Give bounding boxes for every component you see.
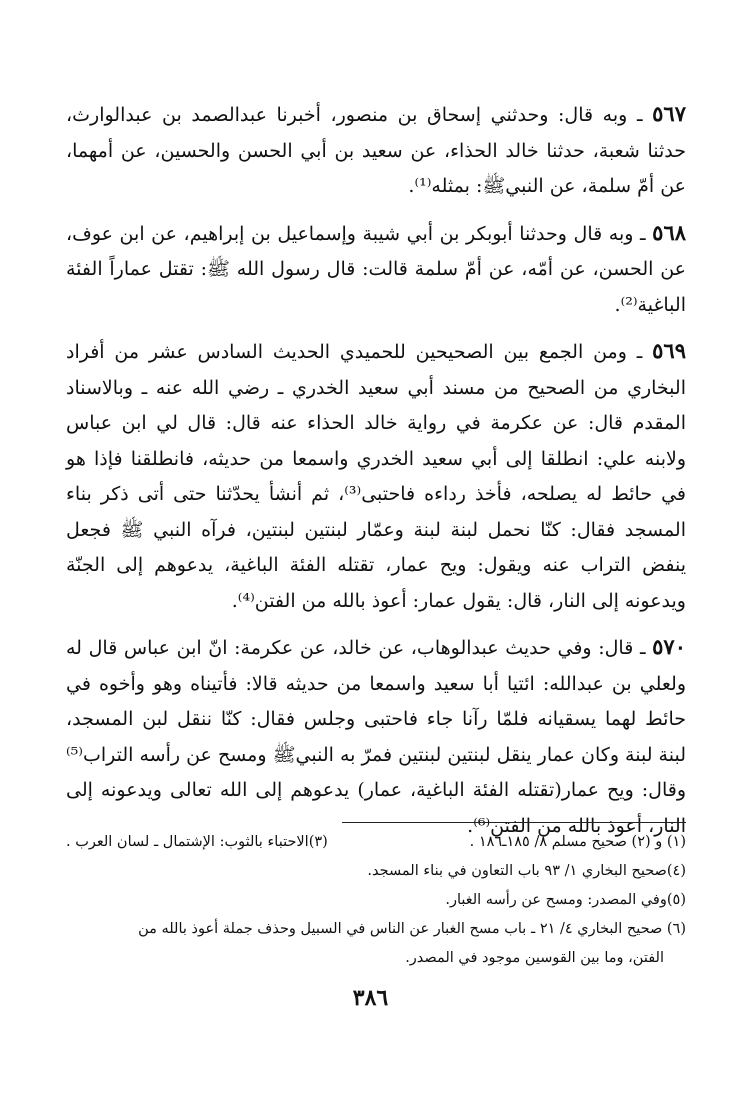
main-text [66,96,686,854]
footnote-6-continued: الفتن، وما بين القوسين موجود في المصدر. [405,950,664,966]
hadith-text: ـ قال: وفي حديث عبدالوهاب، عن خالد، عن عكرمة: انّ ابن عباس قال له ولعلي بن عبدالله: ائتيا أبا سعيد واسمعا من حديثه قالا: فأتيناه وهو وأخوه في حائط لهما يسقيانه فلمّا رآنا جاء فاحتبى وجلس فقال: كنّا ننقل لبن المسجد، لبنة لبنة وكان عمار ينقل لبنتين لبنتين فمرّ به النبيﷺ ومسح عن رأسه التراب⁽⁵⁾ وقال: ويح عمار(تقتله الفئة الباغية، عمار) يدعوهم إلى الله تعالى ويدعونه إلى النار، أعوذ بالله من الفتن⁽⁶⁾. [66,637,686,837]
footnote-6: (٦) صحيح البخاري ٤/ ٢١ ـ باب مسح الغبار عن الناس في السبيل وحذف جملة أعوذ بالله من [138,921,686,937]
hadith-567 [66,96,686,205]
hadith-text: ـ وبه قال وحدثنا أبوبكر بن أبي شيبة وإسماعيل بن إبراهيم، عن ابن عوف، عن الحسن، عن أمّه، عن أمّ سلمة قالت: قال رسول الله ﷺ: تقتل عماراً الفئة الباغية⁽²⁾. [66,222,686,316]
hadith-number: ٥٧٠ [652,634,686,659]
hadith-text: ـ وبه قال: وحدثني إسحاق بن منصور، أخبرنا عبدالصمد بن عبدالوارث، حدثنا شعبة، حدثنا خالد الحذاء، عن سعيد بن أبي الحسن والحسين، عن أمهما، عن أمّ سلمة، عن النبيﷺ: بمثله⁽¹⁾. [66,104,686,197]
hadith-569 [66,333,686,619]
hadith-number: ٥٦٩ [652,338,686,363]
footnote-4: (٤)صحيح البخاري ١/ ٩٣ باب التعاون في بناء المسجد. [367,863,686,879]
footnote-5: (٥)وفي المصدر: ومسح عن رأسه الغبار. [445,892,686,908]
footnote-3: (٣)الاحتباء بالثوب: الإشتمال ـ لسان العرب . [66,834,328,850]
hadith-number: ٥٦٨ [652,219,687,245]
hadith-568 [66,215,686,324]
hadith-570 [66,629,686,844]
footnote-divider [342,822,686,823]
hadith-number: ٥٦٧ [652,101,686,126]
footnotes [66,828,686,973]
footnote-1-2: (١) و (٢) صحيح مسلم ٨/ ١٨٥ـ١٨٦ . [469,834,686,850]
page-number: ٣٨٦ [352,985,389,1011]
footnote-row-1 [66,828,686,857]
hadith-text: ـ ومن الجمع بين الصحيحين للحميدي الحديث السادس عشر من أفراد البخاري من الصحيح من مسند أبي سعيد الخدري ـ رضي الله عنه ـ وبالاسناد المقدم قال: عن عكرمة في رواية خالد الحذاء عنه قال: قال لي ابن عباس ولابنه علي: انطلقا إلى أبي سعيد الخدري واسمعا من حديثه، فانطلقنا فإذا هو في حائط له يصلحه، فأخذ رداءه فاحتبى⁽³⁾، ثم أنشأ يحدّثنا حتى أتى ذكر بناء المسجد فقال: كنّا نحمل لبنة لبنة وعمّار لبنتين لبنتين، فرآه النبي ﷺ فجعل ينفض التراب عنه ويقول: ويح عمار، تقتله الفئة الباغية، يدعوهم إلى الجنّة ويدعونه إلى النار، قال: يقول عمار: أعوذ بالله من الفتن⁽⁴⁾. [66,341,686,612]
